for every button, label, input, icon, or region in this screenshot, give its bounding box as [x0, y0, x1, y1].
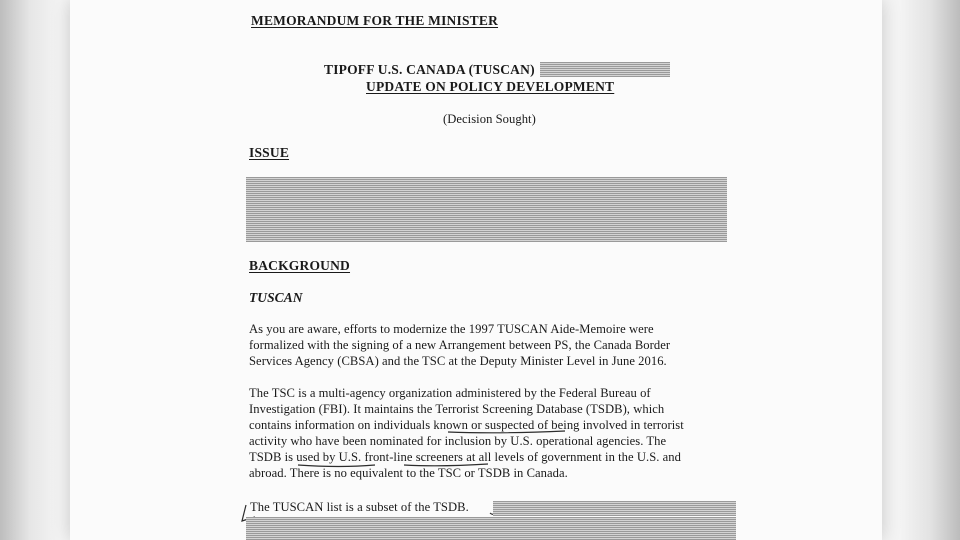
- memo-page: [70, 0, 882, 540]
- handwritten-underline-1: [70, 0, 882, 540]
- redaction-paragraph-3-block: [246, 517, 736, 540]
- paragraph-1-line-2: formalized with the signing of a new Arrangement between PS, the Canada Border: [249, 338, 671, 352]
- paragraph-1-line-1: As you are aware, efforts to modernize the 1997 TUSCAN Aide-Memoire were: [249, 322, 654, 336]
- background-heading: BACKGROUND: [249, 258, 351, 273]
- memo-subject-line-1: TIPOFF U.S. CANADA (TUSCAN): [324, 62, 535, 77]
- paragraph-2-line-6: abroad. There is no equivalent to the TSC or TSDB in Canada.: [249, 466, 568, 480]
- issue-heading: ISSUE: [249, 145, 290, 160]
- redaction-paragraph-3-line-1: [493, 501, 736, 516]
- paragraph-2-line-5: TSDB is used by U.S. front-line screeners at all levels of government in the U.S. and: [249, 450, 681, 464]
- paragraph-1-line-3: Services Agency (CBSA) and the TSC at the Deputy Minister Level in June 2016.: [249, 354, 667, 368]
- paragraph-2-line-4: activity who have been nominated for inclusion by U.S. operational agencies. The: [249, 434, 667, 448]
- tuscan-subheading: TUSCAN: [249, 290, 303, 305]
- memo-title: MEMORANDUM FOR THE MINISTER: [251, 13, 499, 28]
- paragraph-2-line-1: The TSC is a multi-agency organization administered by the Federal Bureau of: [249, 386, 651, 400]
- paragraph-3-line-1: The TUSCAN list is a subset of the TSDB.: [250, 500, 469, 514]
- paragraph-2-line-3: contains information on individuals known or suspected of being involved in terrorist: [249, 418, 684, 432]
- paragraph-2-line-2: Investigation (FBI). It maintains the Terrorist Screening Database (TSDB), which: [249, 402, 665, 416]
- memo-subject-line-2: UPDATE ON POLICY DEVELOPMENT: [366, 79, 615, 94]
- decision-sought: (Decision Sought): [443, 112, 536, 126]
